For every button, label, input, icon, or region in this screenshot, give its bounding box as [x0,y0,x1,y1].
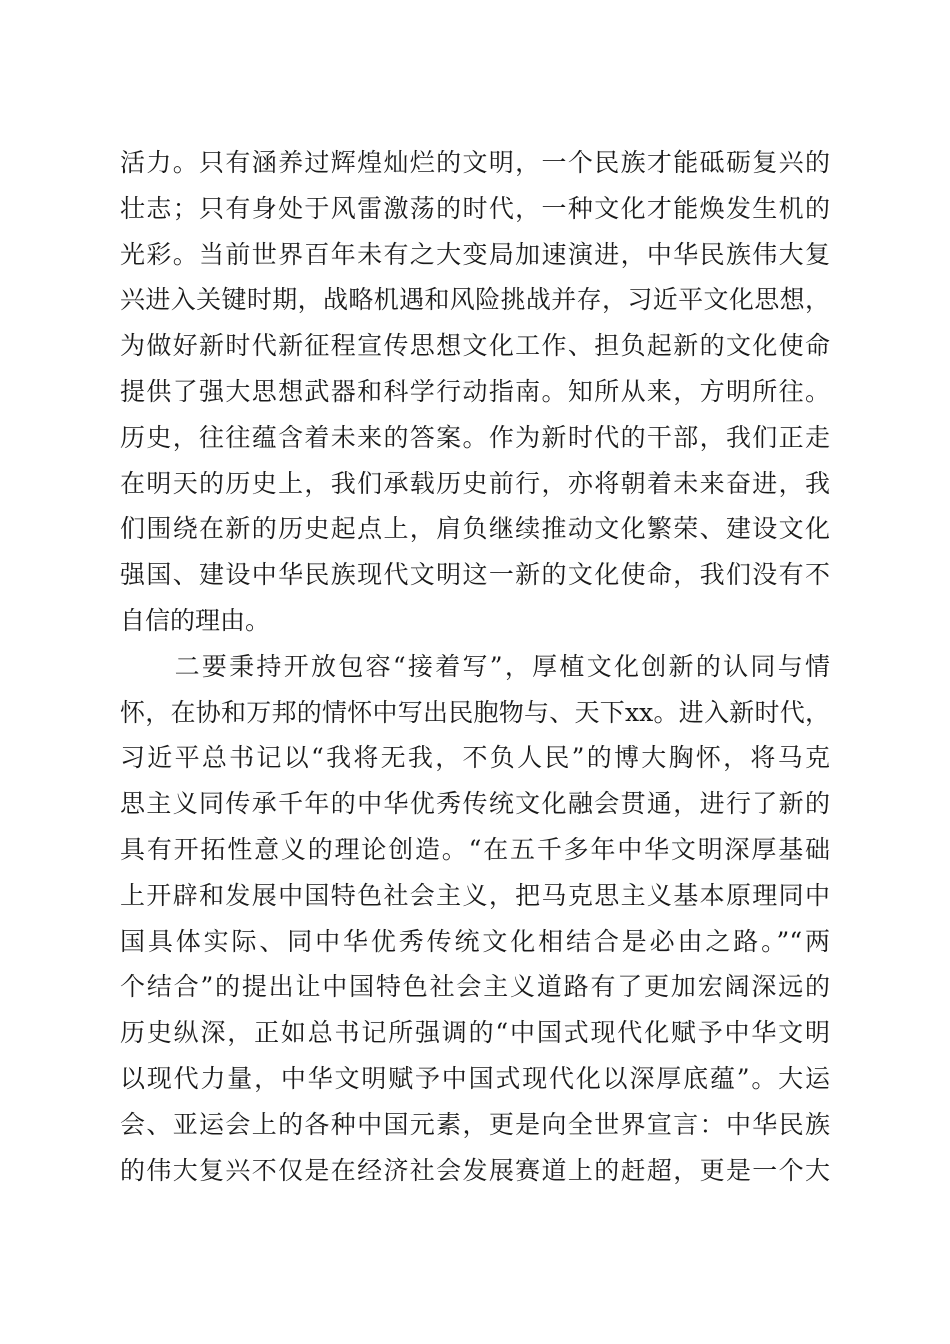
text-line: 国具体实际、同中华优秀传统文化相结合是必由之路。”“两 [120,926,830,956]
text-line: 为做好新时代新征程宣传思想文化工作、担负起新的文化使命 [120,331,830,361]
text-line: 光彩。当前世界百年未有之大变局加速演进，中华民族伟大复 [120,239,830,269]
text-line: 在明天的历史上，我们承载历史前行，亦将朝着未来奋进，我 [120,468,830,498]
text-line: 会、亚运会上的各种中国元素，更是向全世界宣言：中华民族 [120,1109,830,1139]
document-body [120,140,830,1193]
text-line: 个结合”的提出让中国特色社会主义道路有了更加宏阔深远的 [120,972,830,1002]
paragraph-1 [120,140,830,644]
text-line: 们围绕在新的历史起点上，肩负继续推动文化繁荣、建设文化 [120,514,830,544]
text-line: 兴进入关键时期，战略机遇和风险挑战并存，习近平文化思想， [120,285,830,315]
text-line: 历史，往往蕴含着未来的答案。作为新时代的干部，我们正走 [120,422,830,452]
text-line: 的伟大复兴不仅是在经济社会发展赛道上的赶超，更是一个大 [120,1155,830,1185]
text-line: 壮志；只有身处于风雷激荡的时代，一种文化才能焕发生机的 [120,193,830,223]
text-line: 活力。只有涵养过辉煌灿烂的文明，一个民族才能砥砺复兴的 [120,148,830,177]
text-line: 自信的理由。 [120,605,271,635]
text-line: 历史纵深，正如总书记所强调的“中国式现代化赋予中华文明 [120,1018,830,1048]
text-line: 二要秉持开放包容“接着写”，厚植文化创新的认同与情 [120,651,830,681]
text-line: 上开辟和发展中国特色社会主义，把马克思主义基本原理同中 [120,880,830,910]
text-line: 以现代力量，中华文明赋予中国式现代化以深厚底蕴”。大运 [120,1063,830,1093]
text-line: 怀，在协和万邦的情怀中写出民胞物与、天下xx。进入新时代， [120,697,830,727]
text-line: 提供了强大思想武器和科学行动指南。知所从来，方明所往。 [120,376,830,406]
text-line: 思主义同传承千年的中华优秀传统文化融会贯通，进行了新的 [120,789,830,819]
text-line: 强国、建设中华民族现代文明这一新的文化使命，我们没有不 [120,560,830,590]
paragraph-2 [120,644,830,1194]
text-line: 具有开拓性意义的理论创造。“在五千多年中华文明深厚基础 [120,834,830,864]
text-line: 习近平总书记以“我将无我，不负人民”的博大胸怀，将马克 [120,743,830,773]
